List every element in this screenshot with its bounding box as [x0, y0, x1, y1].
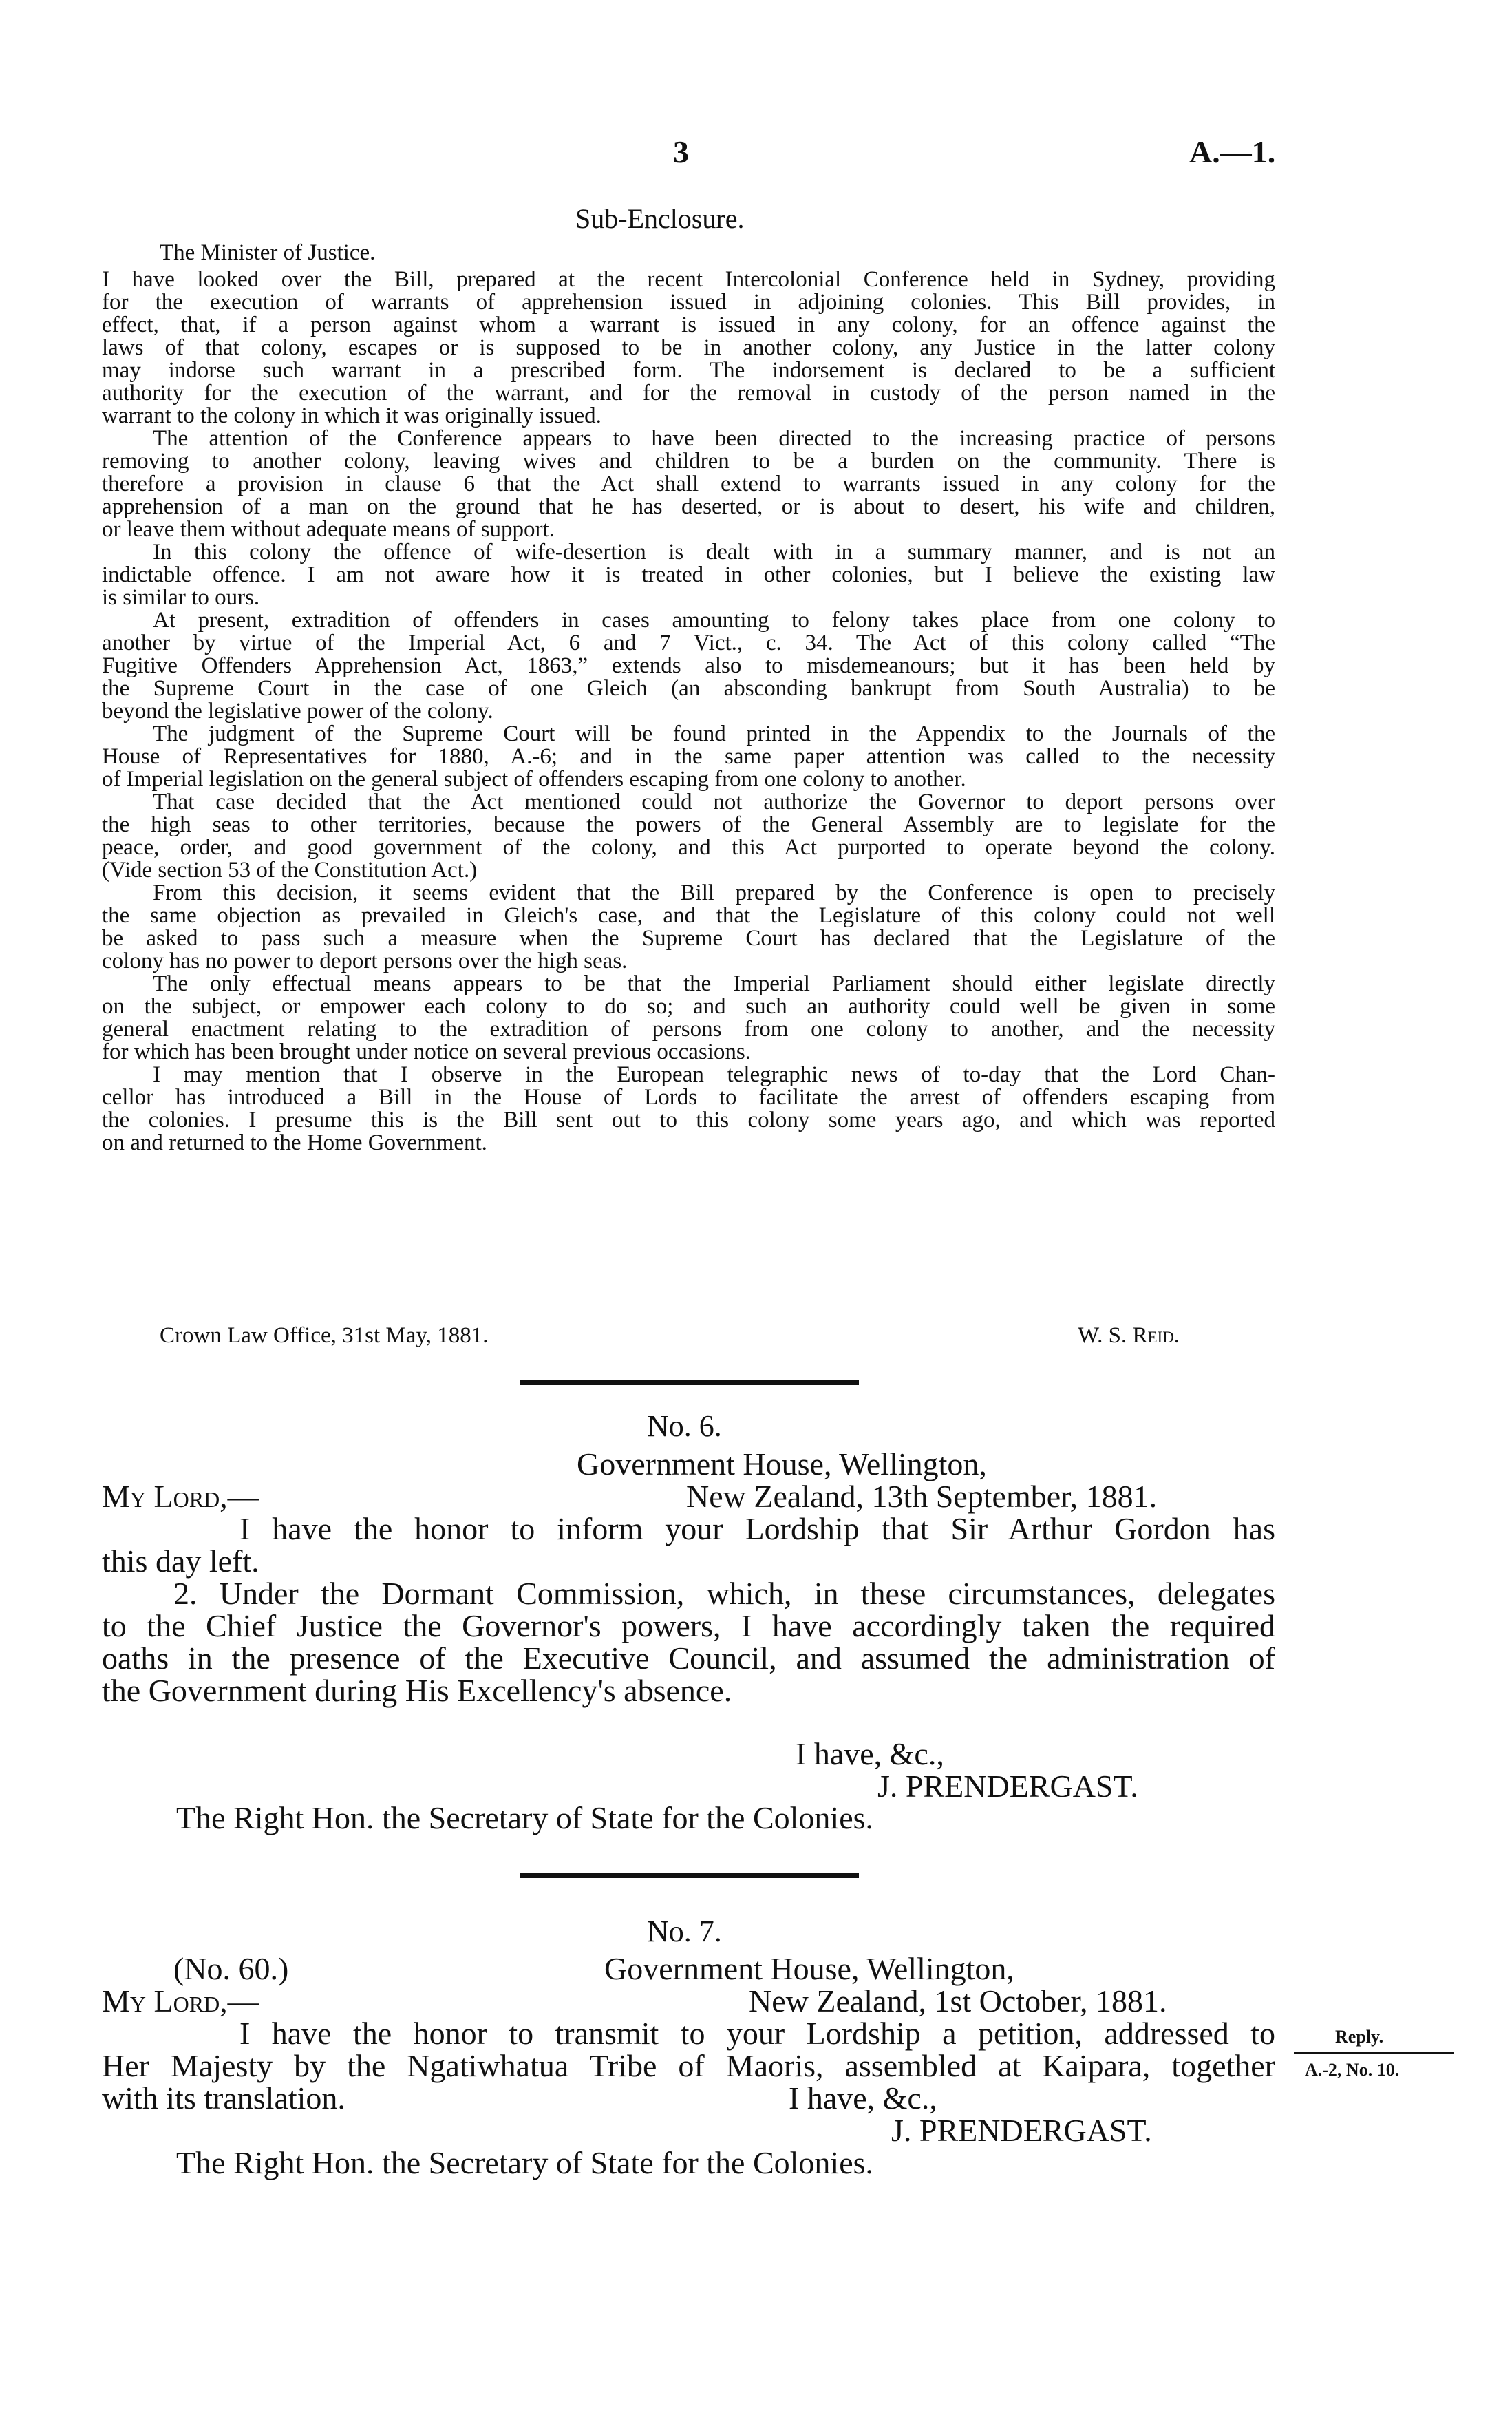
sub-enclosure-title: Sub-Enclosure.	[575, 203, 745, 234]
no7-address-line1: Government House, Wellington,	[604, 1951, 1014, 1986]
text-line: laws of that colony, escapes or is supposed to be in another colony, any Justice in the latter colony	[102, 335, 1275, 360]
text-line: another by virtue of the Imperial Act, 6 and 7 Vict., c. 34. The Act of this colony called “The	[102, 631, 1275, 655]
section-divider	[520, 1380, 859, 1385]
paragraph-9	[102, 1064, 1275, 1154]
text-line: to the Chief Justice the Governor's powers, I have accordingly taken the required	[102, 1608, 1275, 1643]
text-line: the colonies. I presume this is the Bill sent out to this colony some years ago, and which was reported	[102, 1108, 1275, 1132]
text-line: beyond the legislative power of the colony.	[102, 699, 493, 724]
paragraph-8	[102, 973, 1275, 1064]
text-line: effect, that, if a person against whom a warrant is issued in any colony, for an offence against the	[102, 313, 1275, 337]
text-line: is similar to ours.	[102, 585, 260, 610]
text-line: That case decided that the Act mentioned could not authorize the Governor to deport persons over	[153, 790, 1275, 814]
text-line: be asked to pass such a measure when the Supreme Court has declared that the Legislature of the	[102, 926, 1275, 951]
no7-salutation: My Lord,—	[102, 1983, 259, 2018]
no7-para-line3: with its translation.	[102, 2080, 345, 2116]
paragraph-5	[102, 723, 1275, 791]
no7-ref-number: (No. 60.)	[173, 1951, 289, 1986]
page-number: 3	[673, 134, 689, 169]
margin-note-rule	[1294, 2052, 1454, 2054]
text-line: or leave them without adequate means of support.	[102, 517, 555, 542]
margin-note-cross-reference: A.-2, No. 10.	[1305, 2060, 1400, 2080]
text-line: In this colony the offence of wife-desertion is dealt with in a summary manner, and is not an	[153, 540, 1275, 565]
text-line: cellor has introduced a Bill in the House of Lords to facilitate the arrest of offenders escaping from	[102, 1085, 1275, 1110]
text-line: From this decision, it seems evident that the Bill prepared by the Conference is open to precisely	[153, 880, 1275, 905]
no7-signer: J. PRENDERGAST.	[891, 2113, 1152, 2148]
text-line: I have the honor to inform your Lordship that Sir Arthur Gordon has	[239, 1511, 1275, 1546]
text-line: general enactment relating to the extradition of persons from one colony to another, and the necessity	[102, 1017, 1275, 1042]
no7-heading: No. 7.	[647, 1915, 722, 1948]
dateline: Crown Law Office, 31st May, 1881.	[160, 1323, 489, 1348]
text-line: on and returned to the Home Government.	[102, 1130, 487, 1155]
paragraph-6	[102, 791, 1275, 882]
no6-body	[102, 1512, 1275, 1707]
text-line: the same objection as prevailed in Gleich's case, and that the Legislature of this colony could not well	[102, 903, 1275, 928]
text-line: 2. Under the Dormant Commission, which, in these circumstances, delegates	[173, 1576, 1275, 1611]
text-line: I have looked over the Bill, prepared at the recent Intercolonial Conference held in Sydney, providing	[102, 267, 1275, 292]
no6-heading: No. 6.	[647, 1409, 722, 1443]
text-line: of Imperial legislation on the general subject of offenders escaping from one colony to another.	[102, 767, 966, 792]
no7-para-line1: I have the honor to transmit to your Lordship a petition, addressed to	[239, 2016, 1275, 2051]
text-line: authority for the execution of the warrant, and for the removal in custody of the person named in the	[102, 381, 1275, 405]
addressee: The Minister of Justice.	[160, 240, 376, 265]
text-line: The only effectual means appears to be that the Imperial Parliament should either legislate directly	[153, 971, 1275, 996]
no7-para-line2: Her Majesty by the Ngatiwhatua Tribe of Maoris, assembled at Kaipara, together	[102, 2048, 1275, 2083]
text-line: oaths in the presence of the Executive Council, and assumed the administration of	[102, 1641, 1275, 1676]
section-divider	[520, 1873, 859, 1878]
no6-recipient: The Right Hon. the Secretary of State for the Colonies.	[176, 1800, 874, 1835]
paragraph-1	[102, 268, 1275, 428]
text-line: indictable offence. I am not aware how it is treated in other colonies, but I believe the existing law	[102, 562, 1275, 587]
no7-recipient: The Right Hon. the Secretary of State for the Colonies.	[176, 2145, 874, 2180]
sub-enclosure-body	[102, 268, 1275, 1154]
document-reference: A.—1.	[1189, 134, 1276, 169]
no7-address-line2: New Zealand, 1st October, 1881.	[749, 1983, 1167, 2018]
text-line: The attention of the Conference appears to have been directed to the increasing practice of persons	[153, 426, 1275, 451]
text-line: therefore a provision in clause 6 that the Act shall extend to warrants issued in any colony for the	[102, 472, 1275, 496]
no6-salutation: My Lord,—	[102, 1479, 259, 1514]
paragraph-7	[102, 882, 1275, 973]
signature: W. S. Reid.	[1078, 1323, 1180, 1348]
text-line: At present, extradition of offenders in cases amounting to felony takes place from one colony to	[153, 608, 1275, 633]
text-line: House of Representatives for 1880, A.-6; and in the same paper attention was called to the necessity	[102, 744, 1275, 769]
text-line: I may mention that I observe in the European telegraphic news of to-day that the Lord Chan-	[153, 1062, 1275, 1087]
text-line: peace, order, and good government of the colony, and this Act purported to operate beyond the colony.	[102, 835, 1275, 860]
text-line: Fugitive Offenders Apprehension Act, 1863,” extends also to misdemeanours; but it has been held by	[102, 653, 1275, 678]
paragraph-4	[102, 609, 1275, 723]
text-line: on the subject, or empower each colony to do so; and such an authority could well be given in some	[102, 994, 1275, 1019]
text-line: for which has been brought under notice on several previous occasions.	[102, 1040, 751, 1064]
text-line: the high seas to other territories, because the powers of the General Assembly are to legislate for the	[102, 812, 1275, 837]
paragraph-2	[102, 428, 1275, 541]
no6-signer: J. PRENDERGAST.	[877, 1769, 1138, 1804]
no6-closing: I have, &c.,	[796, 1736, 944, 1771]
text-line: this day left.	[102, 1543, 259, 1579]
text-line: the Government during His Excellency's absence.	[102, 1673, 732, 1708]
text-line: The judgment of the Supreme Court will be found printed in the Appendix to the Journals of the	[153, 721, 1275, 746]
text-line: (Vide section 53 of the Constitution Act.)	[102, 858, 478, 883]
text-line: may indorse such warrant in a prescribed form. The indorsement is declared to be a sufficient	[102, 358, 1275, 383]
no6-address-line2: New Zealand, 13th September, 1881.	[686, 1479, 1158, 1514]
text-line: the Supreme Court in the case of one Gleich (an absconding bankrupt from South Australia) to be	[102, 676, 1275, 701]
paragraph-3	[102, 541, 1275, 609]
text-line: removing to another colony, leaving wives and children to be a burden on the community. There is	[102, 449, 1275, 474]
no6-address-line1: Government House, Wellington,	[577, 1446, 987, 1481]
no7-closing: I have, &c.,	[789, 2080, 937, 2116]
text-line: for the execution of warrants of apprehension issued in adjoining colonies. This Bill provides, in	[102, 290, 1275, 315]
text-line: warrant to the colony in which it was originally issued.	[102, 403, 601, 428]
margin-note-reply: Reply.	[1335, 2027, 1384, 2047]
text-line: apprehension of a man on the ground that he has deserted, or is about to desert, his wife and children,	[102, 494, 1275, 519]
text-line: colony has no power to deport persons over the high seas.	[102, 949, 628, 973]
